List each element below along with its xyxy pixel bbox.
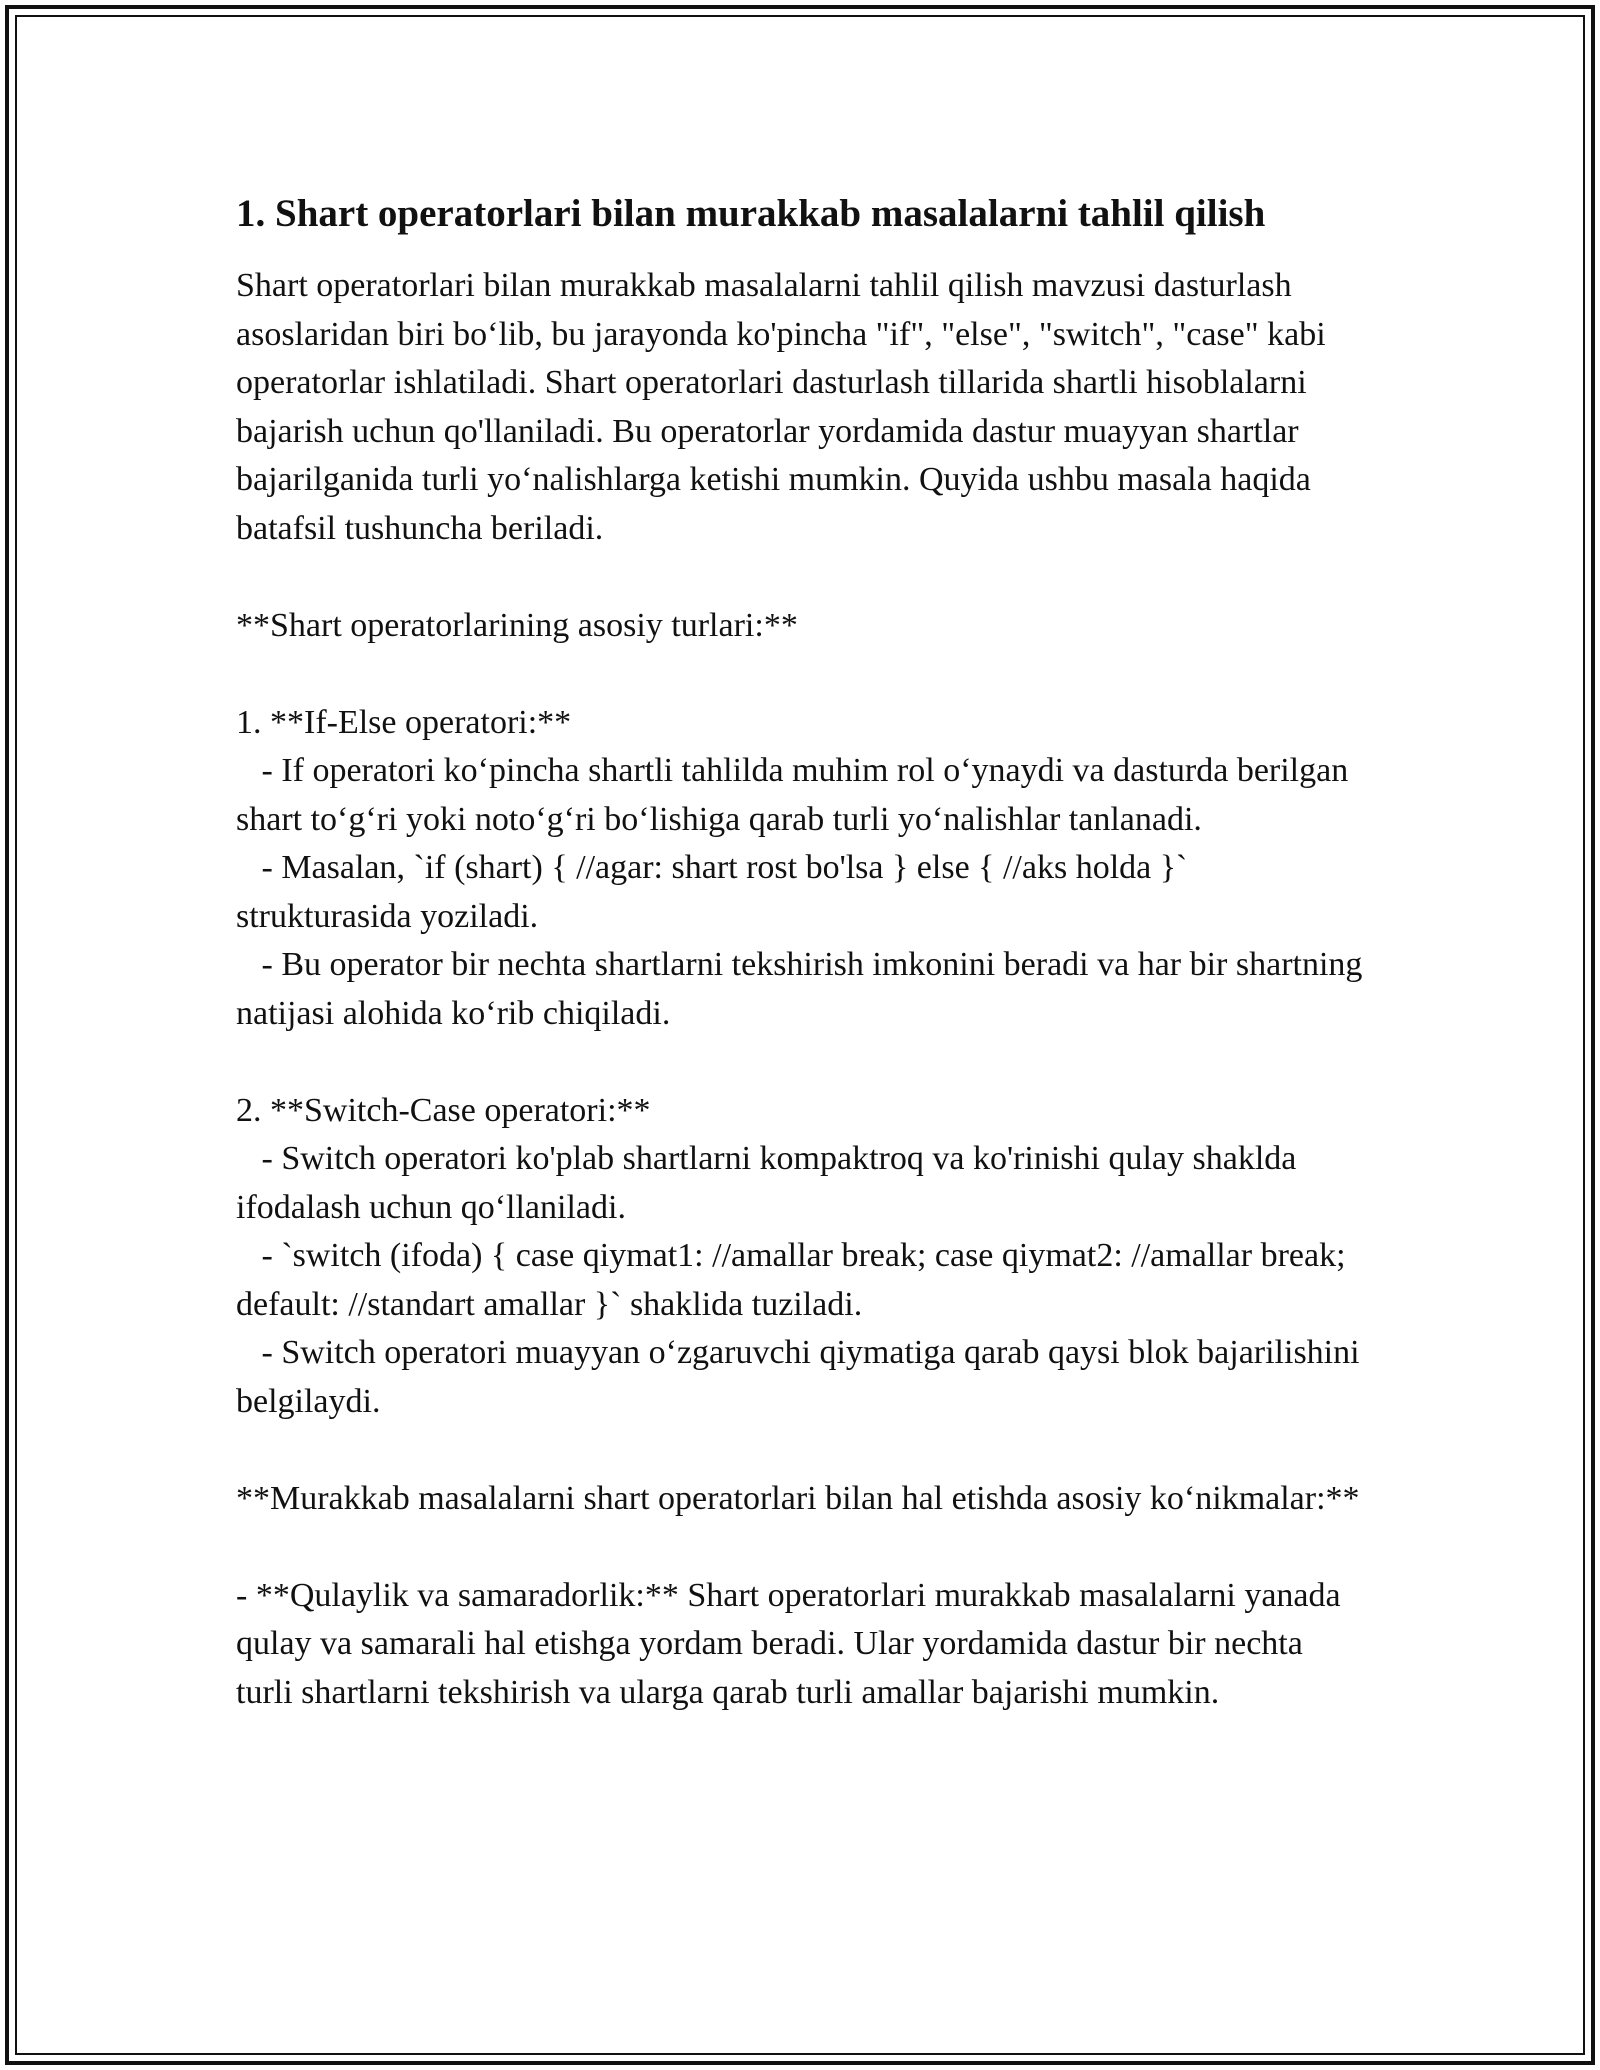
if-else-item-2: - Masalan, `if (shart) { //agar: shart rost bo'lsa } else { //aks holda }` strukturasida yoziladi. — [236, 849, 1196, 935]
spacer — [236, 1426, 1366, 1475]
if-else-heading: 1. **If-Else operatori:** — [236, 703, 572, 741]
switch-case-item-1: - Switch operatori ko'plab shartlarni kompaktroq va ko'rinishi qulay shaklda ifodalash uchun qo‘llaniladi. — [236, 1140, 1305, 1226]
document-title: 1. Shart operatorlari bilan murakkab masalalarni tahlil qilish — [236, 192, 1266, 235]
switch-case-heading: 2. **Switch-Case operatori:** — [236, 1091, 651, 1129]
spacer — [236, 650, 1366, 699]
document-body — [236, 186, 1371, 1717]
skills-heading: **Murakkab masalalarni shart operatorlari bilan hal etishda asosiy ko‘nikmalar:** — [236, 1479, 1360, 1517]
if-else-item-1: - If operatori ko‘pincha shartli tahlilda muhim rol o‘ynaydi va dasturda berilgan shart to‘g‘ri yoki noto‘g‘ri bo‘lishiga qarab turli yo‘nalishlar tanlanadi. — [236, 752, 1357, 838]
switch-case-item-3: - Switch operatori muayyan o‘zgaruvchi qiymatiga qarab qaysi blok bajarilishini belgilaydi. — [236, 1334, 1369, 1420]
spacer — [236, 553, 1366, 602]
switch-case-item-2: - `switch (ifoda) { case qiymat1: //amallar break; case qiymat2: //amallar break; default: //standart amallar }` shaklida tuziladi. — [236, 1237, 1355, 1323]
types-heading: **Shart operatorlarining asosiy turlari:** — [236, 606, 798, 644]
intro-paragraph: Shart operatorlari bilan murakkab masalalarni tahlil qilish mavzusi dasturlash asoslaridan biri bo‘lib, bu jarayonda ko'pincha "if", "else", "switch", "case" kabi operatorlar ishlatiladi. Shart operatorlari dasturlash tillarida shartli hisoblalarni bajarish uchun qo'llaniladi. Bu operatorlar yordamida dastur muayyan shartlar bajarilganida turli yo‘nalishlarga ketishi mumkin. Quyida ushbu masala haqida batafsil tushuncha beriladi. — [236, 267, 1326, 547]
if-else-item-3: - Bu operator bir nechta shartlarni tekshirish imkonini beradi va har bir shartning natijasi alohida ko‘rib chiqiladi. — [236, 946, 1371, 1032]
spacer — [236, 1523, 1366, 1572]
skills-item-1: - **Qulaylik va samaradorlik:** Shart operatorlari murakkab masalalarni yanada qulay va samarali hal etishga yordam beradi. Ular yordamida dastur bir nechta turli shartlarni tekshirish va ularga qarab turli amallar bajarishi mumkin. — [236, 1576, 1341, 1711]
spacer — [236, 1038, 1366, 1087]
